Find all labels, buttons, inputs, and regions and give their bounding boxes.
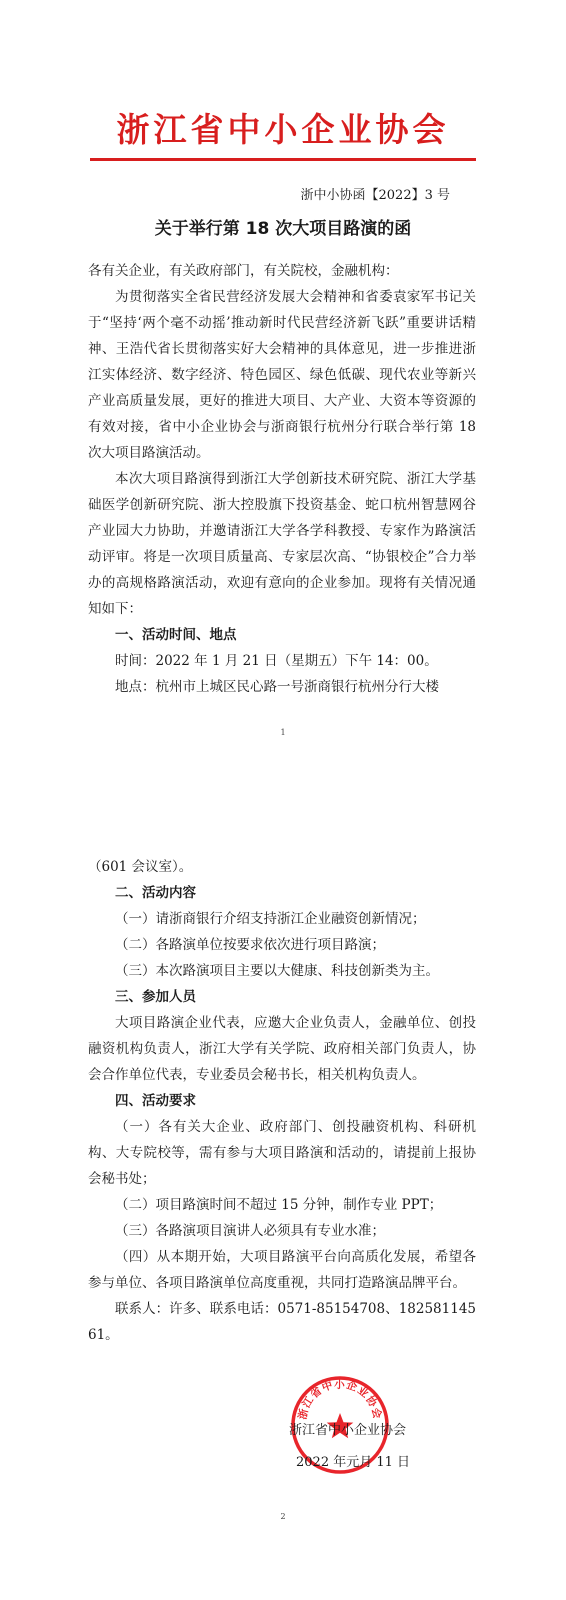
requirement-item: （四）从本期开始，大项目路演平台向高质化发展，希望各参与单位、各项目路演单位高度重视，共同打造路演品牌平台。 <box>88 1249 476 1291</box>
page-2 <box>0 800 566 1600</box>
page-2-body <box>88 854 476 1348</box>
paragraph-1: 为贯彻落实全省民营经济发展大会精神和省委袁家军书记关于“坚持‘两个毫不动摇’推动新时代民营经济新飞跃”重要讲话精神、王浩代省长贯彻落实好大会精神的具体意见，进一步推进浙江实体经济、数字经济、特色园区、绿色低碳、现代农业等新兴产业高质量发展，更好的推进大项目、大产业、大资本等资源的有效对接，省中小企业协会与浙商银行杭州分行联合举行第 18 次大项目路演活动。 <box>88 289 476 461</box>
header-rule <box>90 158 476 161</box>
signature-date: 2022 年元月 11 日 <box>296 1455 411 1470</box>
salutation: 各有关企业，有关政府部门，有关院校，金融机构： <box>88 263 399 279</box>
requirement-item: （一）各有关大企业、政府部门、创投融资机构、科研机构、大专院校等，需有参与大项目路演和活动的，请提前上报协会秘书处； <box>88 1119 476 1187</box>
section-4-heading: 四、活动要求 <box>115 1093 196 1109</box>
paragraph-2: 本次大项目路演得到浙江大学创新技术研究院、浙江大学基础医学创新研究院、浙大控股旗下投资基金、蛇口杭州智慧网谷产业园大力协助，并邀请浙江大学各学科教授、专家作为路演活动评审。将是一次项目质量高、专家层次高、“协银校企”合力举办的高规格路演活动，欢迎有意向的企业参加。现将有关情况通知如下： <box>88 471 476 617</box>
content-item: （二）各路演单位按要求依次进行项目路演； <box>115 937 385 953</box>
doc-title: 关于举行第 18 次大项目路演的函 <box>154 219 412 239</box>
page-1 <box>0 0 566 780</box>
place-continued: （601 会议室）。 <box>88 859 193 875</box>
content-item: （三）本次路演项目主要以大健康、科技创新类为主。 <box>115 963 439 979</box>
page-number: 1 <box>280 728 286 737</box>
section-2-heading: 二、活动内容 <box>115 885 196 901</box>
seal-text: 浙江省中小企业协会 <box>296 1378 384 1421</box>
doc-number: 浙中小协函【2022】3 号 <box>300 188 450 203</box>
participants-paragraph: 大项目路演企业代表，应邀大企业负责人，金融单位、创投融资机构负责人，浙江大学有关学院、政府相关部门负责人，协会合作单位代表，专业委员会秘书长，相关机构负责人。 <box>88 1015 476 1083</box>
time-line: 时间：2022 年 1 月 21 日（星期五）下午 14：00。 <box>115 653 438 669</box>
contact-line: 联系人：许多、联系电话：0571-85154708、18258114561。 <box>88 1301 476 1343</box>
requirement-item: （三）各路演项目演讲人必须具有专业水准； <box>115 1223 385 1239</box>
signature-org: 浙江省中小企业协会 <box>289 1423 407 1438</box>
page-1-body <box>88 258 476 700</box>
section-3-heading: 三、参加人员 <box>115 989 196 1005</box>
content-item: （一）请浙商银行介绍支持浙江企业融资创新情况； <box>115 911 426 927</box>
place-line: 地点：杭州市上城区民心路一号浙商银行杭州分行大楼 <box>115 679 439 695</box>
org-header: 浙江省中小企业协会 <box>116 110 450 149</box>
page-number: 2 <box>280 1512 286 1521</box>
requirement-item: （二）项目路演时间不超过 15 分钟，制作专业 PPT； <box>115 1197 443 1213</box>
section-1-heading: 一、活动时间、地点 <box>115 627 237 643</box>
